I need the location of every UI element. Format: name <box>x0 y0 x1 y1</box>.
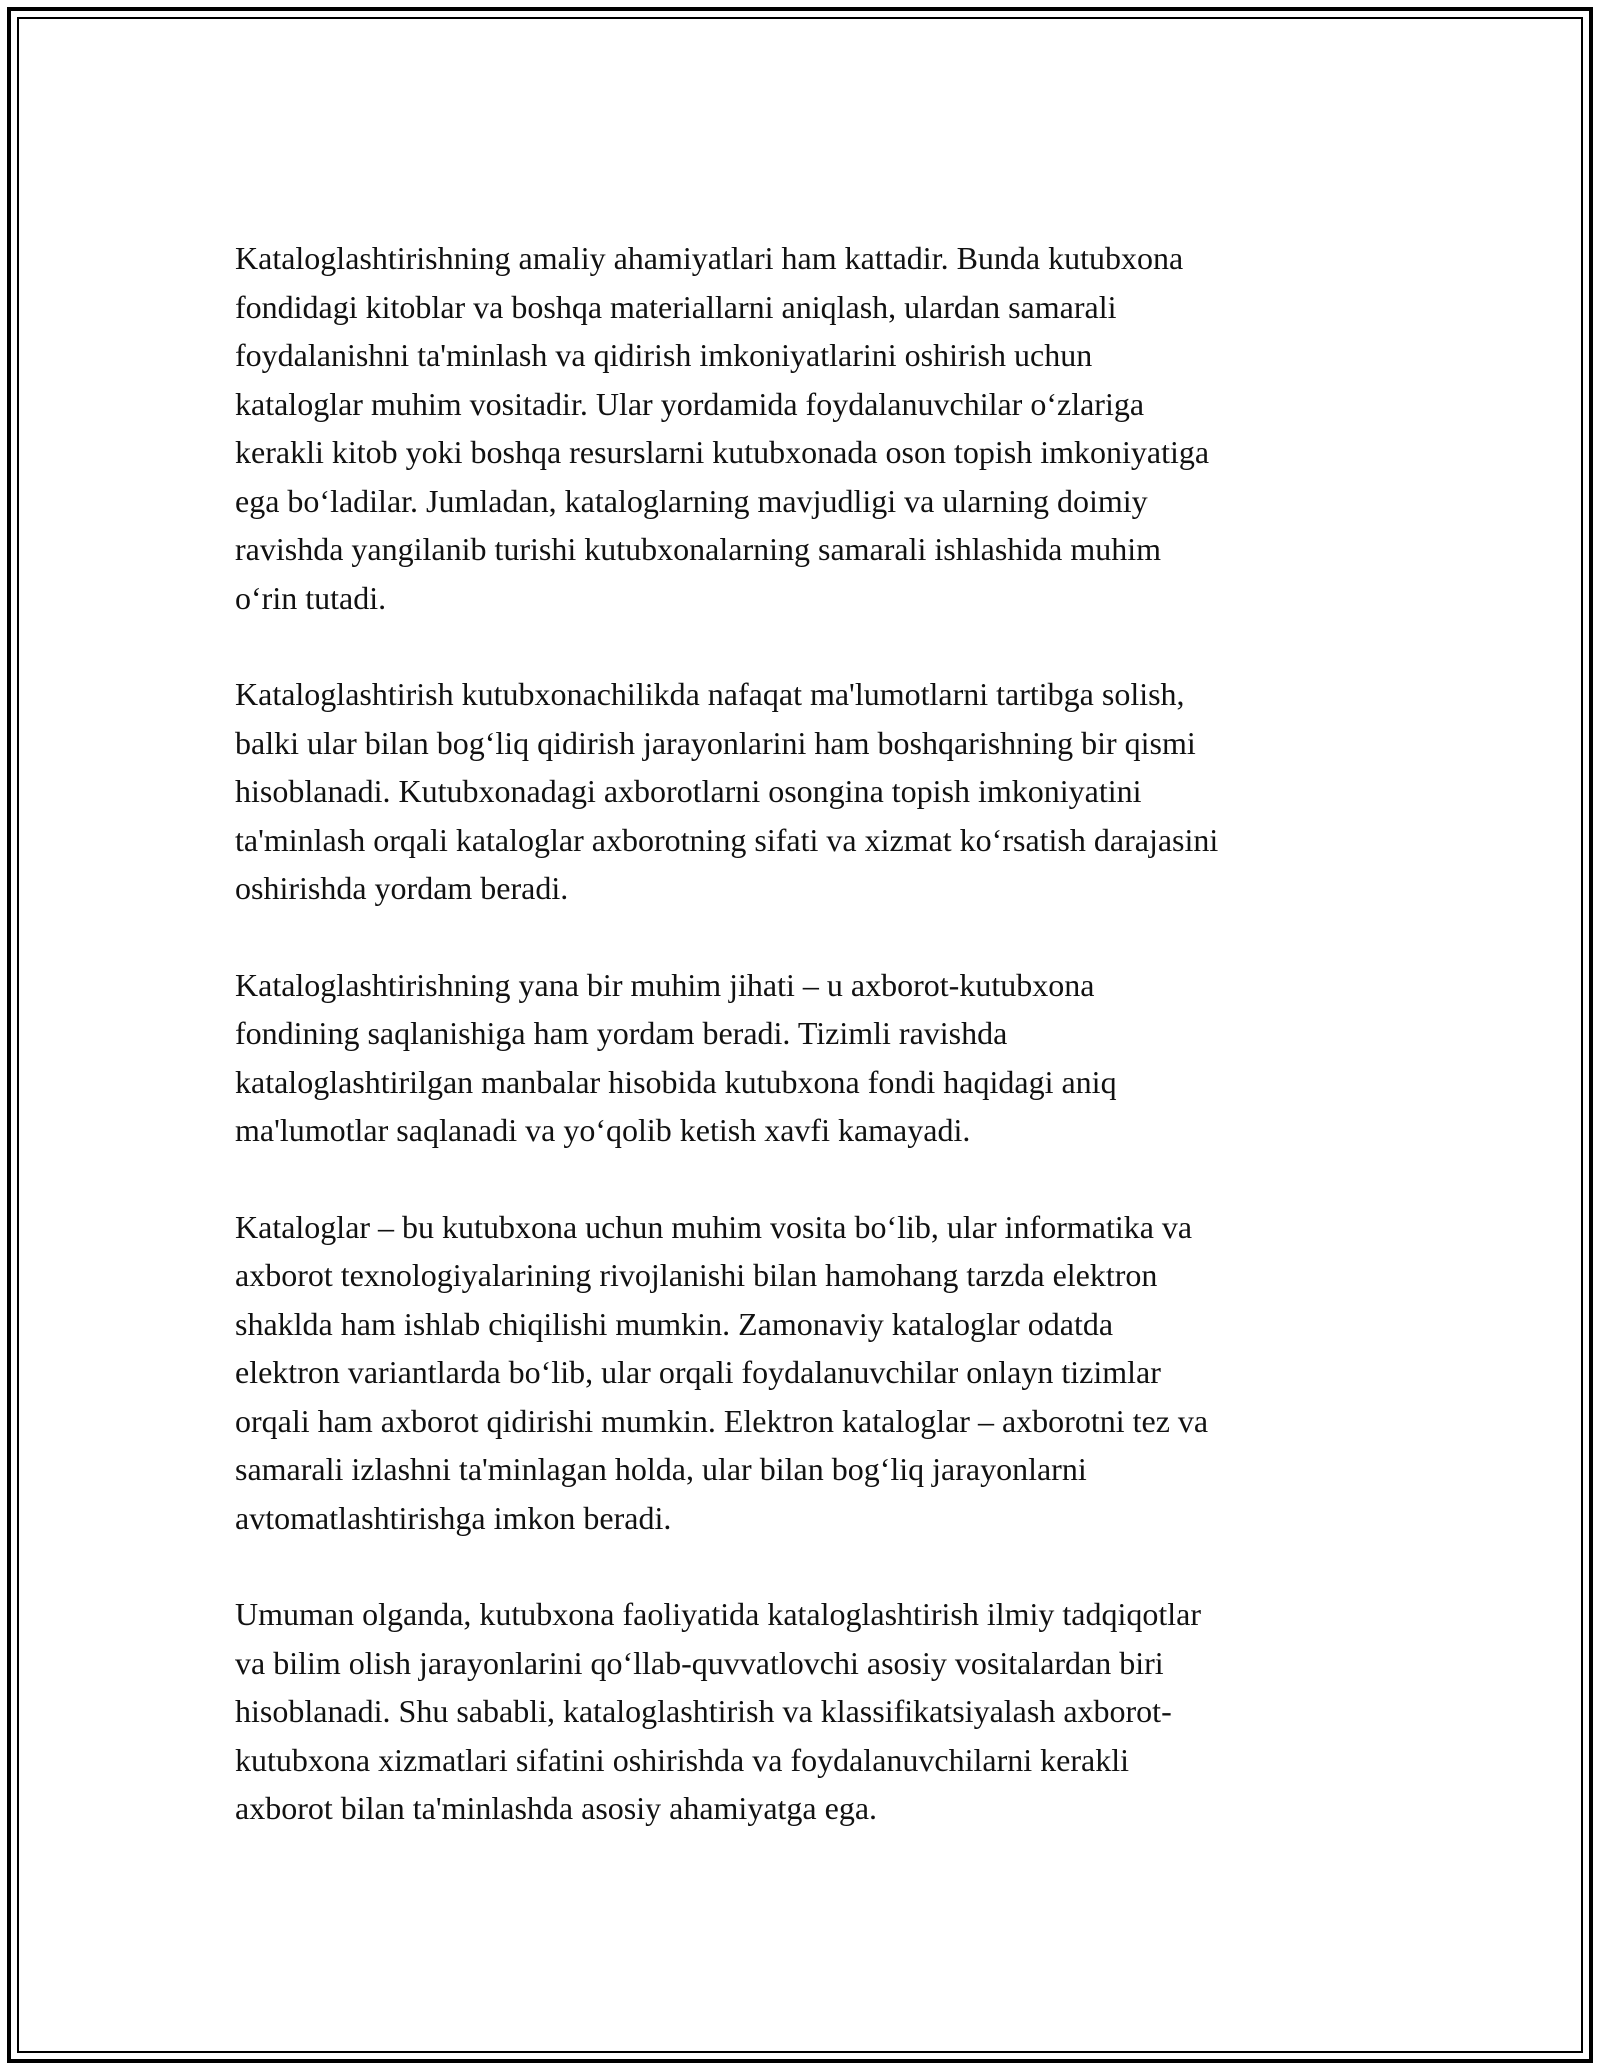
paragraph-collection-preservation: Kataloglashtirishning yana bir muhim jihati – u axborot-kutubxona fondining saqlanishiga ham yordam beradi. Tizimli ravishda kataloglashtirilgan manbalar hisobida kutubxona fondi haqidagi aniq ma'lumotlar saqlanadi va yo‘qolib ketish xavfi kamayadi. <box>235 966 1117 1148</box>
paragraph-conclusion: Umuman olganda, kutubxona faoliyatida kataloglashtirish ilmiy tadqiqotlar va bilim olish jarayonlarini qo‘llab-quvvatlovchi asosiy vositalardan biri hisoblanadi. Shu sababli, kataloglashtirish va klassifikatsiyalash axborot- kutubxona xizmatlari sifatini oshirishda va foydalanuvchilarni kerakli axborot bilan ta'minlashda asosiy ahamiyatga ega. <box>235 1596 1202 1826</box>
paragraph-electronic-catalogs: Kataloglar – bu kutubxona uchun muhim vosita bo‘lib, ular informatika va axborot texnologiyalarining rivojlanishi bilan hamohang tarzda elektron shaklda ham ishlab chiqilishi mumkin. Zamonaviy kataloglar odatda elektron variantlarda bo‘lib, ular orqali foydalanuvchilar onlayn tizimlar orqali ham axborot qidirishi mumkin. Elektron kataloglar – axborotni tez va samarali izlashni ta'minlagan holda, ular bilan bog‘liq jarayonlarni avtomatlashtirishga imkon beradi. <box>235 1208 1209 1536</box>
document-body <box>235 234 1370 1881</box>
paragraph-cataloging-practical-importance: Kataloglashtirishning amaliy ahamiyatlari ham kattadir. Bunda kutubxona fondidagi kitoblar va boshqa materiallarni aniqlash, ulardan samarali foydalanishni ta'minlash va qidirish imkoniyatlarini oshirish uchun kataloglar muhim vositadir. Ular yordamida foydalanuvchilar o‘zlariga kerakli kitob yoki boshqa resurslarni kutubxonada oson topish imkoniyatiga ega bo‘ladilar. Jumladan, kataloglarning mavjudligi va ularning doimiy ravishda yangilanib turishi kutubxonalarning samarali ishlashida muhim o‘rin tutadi. <box>235 240 1210 616</box>
paragraph-cataloging-information-management: Kataloglashtirish kutubxonachilikda nafaqat ma'lumotlarni tartibga solish, balki ular bilan bog‘liq qidirish jarayonlarini ham boshqarishning bir qismi hisoblanadi. Kutubxonadagi axborotlarni osongina topish imkoniyatini ta'minlash orqali kataloglar axborotning sifati va xizmat ko‘rsatish darajasini oshirishda yordam beradi. <box>235 676 1219 906</box>
